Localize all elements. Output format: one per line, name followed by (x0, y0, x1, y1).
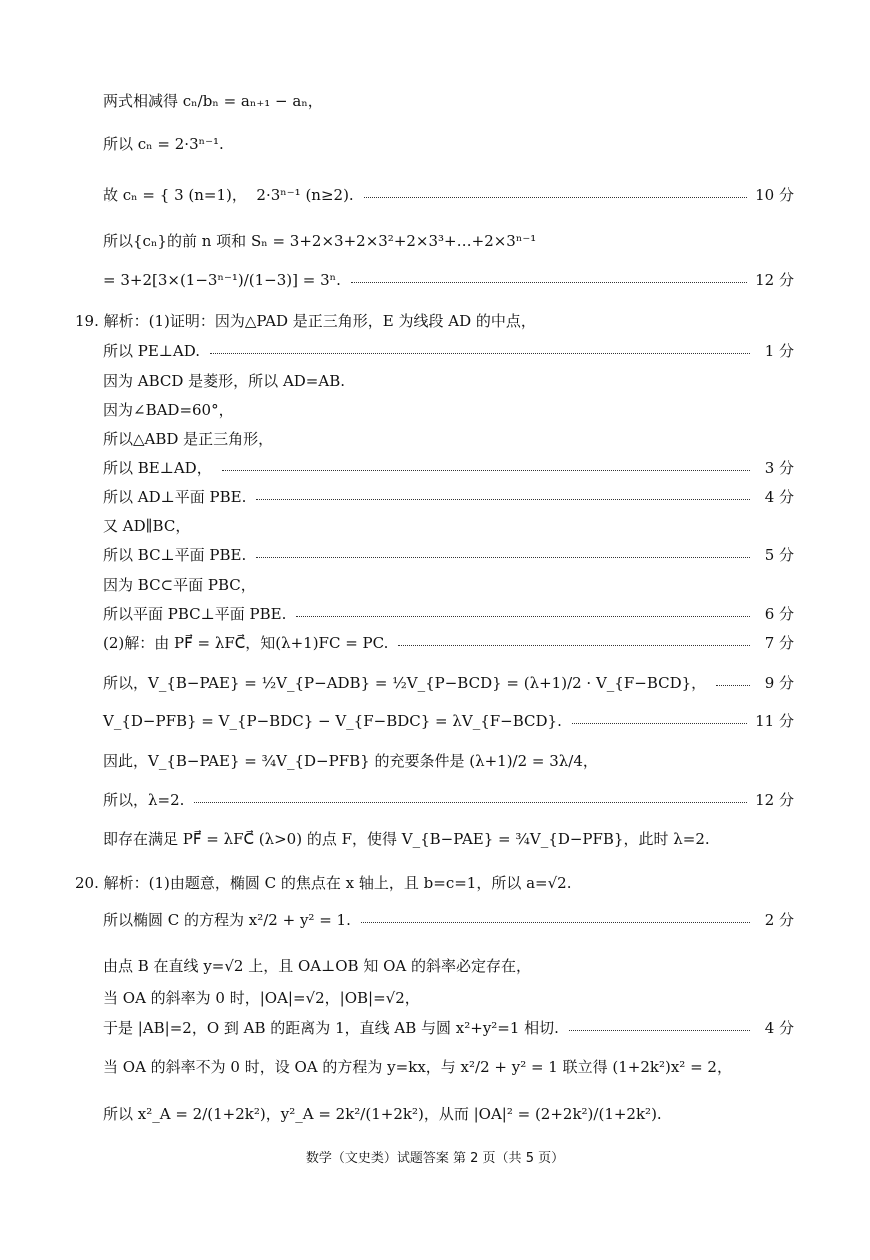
leader-dots (398, 645, 750, 646)
line-text: 所以{cₙ}的前 n 项和 Sₙ = 3+2×3+2×3²+2×3³+…+2×3ⁿ⁻¹ (103, 232, 537, 250)
answer-line (0, 269, 870, 290)
line-text: 又 AD∥BC， (103, 517, 191, 535)
leader-dots (351, 282, 747, 283)
answer-line (0, 672, 870, 693)
leader-dots (296, 616, 750, 617)
line-text: 两式相减得 cₙ/bₙ = aₙ₊₁ − aₙ， (103, 92, 323, 110)
leader-dots (569, 1030, 750, 1031)
line-text: 19. 解析：(1)证明：因为△PAD 是正三角形，E 为线段 AD 的中点， (75, 312, 536, 330)
line-text: 故 cₙ = { 3 (n=1)， 2·3ⁿ⁻¹ (n≥2). (103, 186, 354, 204)
line-text: 因此，V_{B−PAE} = ¾V_{D−PFB} 的充要条件是 (λ+1)/2 = 3λ/4， (103, 752, 598, 770)
line-text: 于是 |AB|=2，O 到 AB 的距离为 1，直线 AB 与圆 x²+y²=1 相切. (103, 1019, 559, 1037)
answer-line (0, 399, 870, 420)
answer-line (0, 987, 870, 1008)
score-points: 7 分 (764, 634, 794, 652)
answer-line (0, 184, 870, 205)
score-points: 3 分 (764, 459, 794, 477)
line-text: 所以平面 PBC⊥平面 PBE. (103, 605, 287, 623)
answer-line (0, 457, 870, 478)
answer-line (0, 872, 870, 893)
score-points: 6 分 (764, 605, 794, 623)
line-text: 即存在满足 PF⃗ = λFC⃗ (λ>0) 的点 F，使得 V_{B−PAE} = ¾V_{D−PFB}，此时 λ=2. (103, 830, 710, 848)
score-points: 10 分 (755, 186, 794, 204)
answer-line (0, 428, 870, 449)
score-points: 5 分 (764, 546, 794, 564)
answer-line (0, 828, 870, 849)
score-points: 12 分 (755, 271, 794, 289)
line-text: 由点 B 在直线 y=√2 上，且 OA⊥OB 知 OA 的斜率必定存在， (103, 957, 531, 975)
score-points: 2 分 (764, 911, 794, 929)
answer-line (0, 90, 870, 111)
answer-line (0, 230, 870, 251)
leader-dots (716, 685, 750, 686)
line-text: 所以 x²_A = 2/(1+2k²)，y²_A = 2k²/(1+2k²)，从而 |OA|² = (2+2k²)/(1+2k²). (103, 1105, 662, 1123)
line-text: 所以椭圆 C 的方程为 x²/2 + y² = 1. (103, 911, 351, 929)
leader-dots (256, 499, 750, 500)
line-text: 所以 BE⊥AD， (103, 459, 212, 477)
page-footer: 数学（文史类）试题答案 第 2 页（共 5 页） (305, 1151, 565, 1166)
leader-dots (222, 470, 750, 471)
answer-line (0, 750, 870, 771)
leader-dots (210, 353, 750, 354)
answer-line (0, 909, 870, 930)
score-points: 11 分 (755, 712, 794, 730)
score-points: 9 分 (764, 674, 794, 692)
answer-line (0, 603, 870, 624)
leader-dots (364, 197, 747, 198)
answer-line (0, 710, 870, 731)
line-text: 当 OA 的斜率不为 0 时，设 OA 的方程为 y=kx，与 x²/2 + y² = 1 联立得 (1+2k²)x² = 2， (103, 1058, 732, 1076)
answer-line (0, 632, 870, 653)
answer-line (0, 340, 870, 361)
leader-dots (572, 723, 747, 724)
line-text: 当 OA 的斜率为 0 时，|OA|=√2，|OB|=√2， (103, 989, 420, 1007)
leader-dots (194, 802, 747, 803)
score-points: 12 分 (755, 791, 794, 809)
answer-line (0, 574, 870, 595)
answer-line (0, 515, 870, 536)
line-text: V_{D−PFB} = V_{P−BDC} − V_{F−BDC} = λV_{F−BCD}. (103, 711, 562, 730)
leader-dots (361, 922, 750, 923)
answer-line (0, 544, 870, 565)
line-text: 所以，λ=2. (103, 791, 185, 809)
answer-line (0, 486, 870, 507)
answer-line (0, 1056, 870, 1077)
line-text: (2)解：由 PF⃗ = λFC⃗，知(λ+1)FC = PC. (103, 634, 389, 652)
answer-line (0, 310, 870, 331)
answer-line (0, 370, 870, 391)
leader-dots (256, 557, 750, 558)
line-text: 所以 BC⊥平面 PBE. (103, 546, 247, 564)
score-points: 1 分 (764, 342, 794, 360)
score-points: 4 分 (764, 1019, 794, 1037)
line-text: 所以，V_{B−PAE} = ½V_{P−ADB} = ½V_{P−BCD} = (λ+1)/2 · V_{F−BCD}， (103, 674, 707, 692)
line-text: = 3+2[3×(1−3ⁿ⁻¹)/(1−3)] = 3ⁿ. (103, 270, 341, 289)
line-text: 所以 cₙ = 2·3ⁿ⁻¹. (103, 135, 224, 153)
answer-line (0, 955, 870, 976)
line-text: 所以 AD⊥平面 PBE. (103, 488, 247, 506)
line-text: 所以△ABD 是正三角形， (103, 430, 274, 448)
answer-line (0, 1103, 870, 1124)
score-points: 4 分 (764, 488, 794, 506)
answer-line (0, 133, 870, 154)
line-text: 因为 ABCD 是菱形，所以 AD=AB. (103, 372, 345, 390)
answer-line (0, 789, 870, 810)
line-text: 因为∠BAD=60°， (103, 401, 234, 419)
line-text: 20. 解析：(1)由题意，椭圆 C 的焦点在 x 轴上，且 b=c=1，所以 a=√2. (75, 874, 572, 892)
line-text: 因为 BC⊂平面 PBC， (103, 576, 256, 594)
line-text: 所以 PE⊥AD. (103, 342, 201, 360)
answer-line (0, 1017, 870, 1038)
